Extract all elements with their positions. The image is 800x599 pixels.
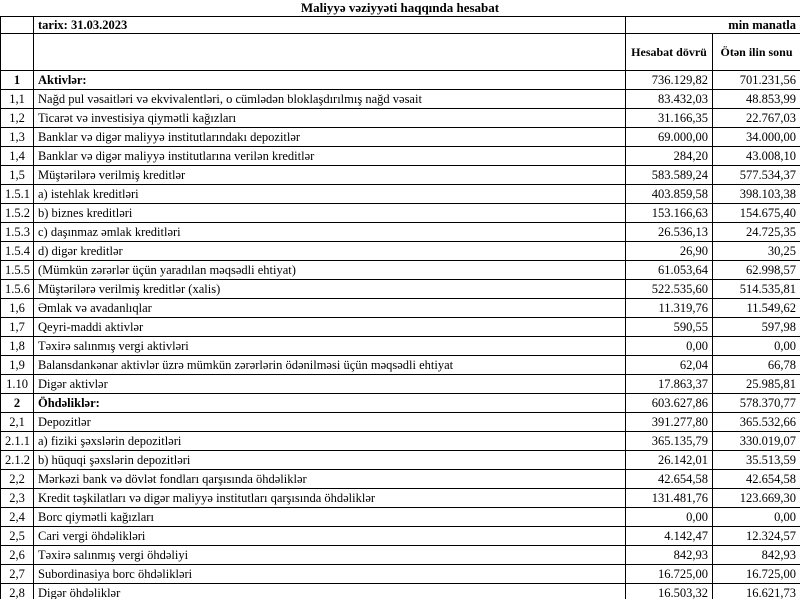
row-num: 1,1 [1,90,34,109]
unit-label: min manatla [626,17,800,34]
row-value-current-period: 131.481,76 [626,489,713,508]
row-label: Borc qiymətli kağızları [34,508,626,527]
table-row [1,71,800,90]
row-value-current-period: 26.536,13 [626,223,713,242]
table-row [1,280,800,299]
row-value-previous-year-end: 35.513,59 [713,451,800,470]
row-label: Cari vergi öhdəlikləri [34,527,626,546]
row-value-previous-year-end: 22.767,03 [713,109,800,128]
row-value-current-period: 391.277,80 [626,413,713,432]
row-num: 2,2 [1,470,34,489]
row-value-current-period: 83.432,03 [626,90,713,109]
row-num: 1.5.5 [1,261,34,280]
row-value-previous-year-end: 578.370,77 [713,394,800,413]
row-num: 2,6 [1,546,34,565]
row-num: 1.5.1 [1,185,34,204]
row-value-current-period: 31.166,35 [626,109,713,128]
row-label: Təxirə salınmış vergi aktivləri [34,337,626,356]
row-value-current-period: 365.135,79 [626,432,713,451]
row-value-previous-year-end: 66,78 [713,356,800,375]
column-header-previous-year-end: Ötən ilin sonu [713,34,800,71]
row-value-previous-year-end: 25.985,81 [713,375,800,394]
row-value-current-period: 590,55 [626,318,713,337]
row-num: 2,3 [1,489,34,508]
row-num: 1 [1,71,34,90]
table-row [1,90,800,109]
row-value-current-period: 842,93 [626,546,713,565]
row-label: Balansdankənar aktivlər üzrə mümkün zərərlərin ödənilməsi üçün məqsədli ehtiyat [34,356,626,375]
row-label: Banklar və digər maliyyə institutlarına verilən kreditlər [34,147,626,166]
table-row [1,489,800,508]
table-row [1,166,800,185]
table-head-rows [1,17,800,71]
table-row [1,356,800,375]
meta-empty-cell [1,17,34,34]
row-value-previous-year-end: 365.532,66 [713,413,800,432]
table-row [1,318,800,337]
table-row [1,128,800,147]
row-value-previous-year-end: 16.725,00 [713,565,800,584]
table-row [1,242,800,261]
table-row [1,584,800,599]
row-value-previous-year-end: 0,00 [713,508,800,527]
row-value-current-period: 42.654,58 [626,470,713,489]
row-value-previous-year-end: 842,93 [713,546,800,565]
row-label: Ticarət və investisiya qiymətli kağızları [34,109,626,128]
row-value-current-period: 583.589,24 [626,166,713,185]
row-num: 1,7 [1,318,34,337]
row-value-previous-year-end: 24.725,35 [713,223,800,242]
row-label: Əmlak və avadanlıqlar [34,299,626,318]
row-num: 2,4 [1,508,34,527]
row-value-current-period: 736.129,82 [626,71,713,90]
row-label: a) fiziki şəxslərin depozitləri [34,432,626,451]
row-label: d) digər kreditlər [34,242,626,261]
row-label: Nağd pul vəsaitləri və ekvivalentləri, o cümlədən bloklaşdırılmış nağd vəsait [34,90,626,109]
table-row [1,109,800,128]
row-num: 1,9 [1,356,34,375]
row-value-current-period: 26,90 [626,242,713,261]
row-label: (Mümkün zərərlər üçün yaradılan məqsədli ehtiyat) [34,261,626,280]
row-label: a) istehlak kreditləri [34,185,626,204]
row-num: 2,5 [1,527,34,546]
row-value-current-period: 4.142,47 [626,527,713,546]
row-value-previous-year-end: 62.998,57 [713,261,800,280]
row-value-previous-year-end: 34.000,00 [713,128,800,147]
row-label: Digər aktivlər [34,375,626,394]
table-row [1,299,800,318]
table-row [1,508,800,527]
row-value-current-period: 26.142,01 [626,451,713,470]
row-value-previous-year-end: 12.324,57 [713,527,800,546]
row-label: Müştərilərə verilmiş kreditlər [34,166,626,185]
table-row [1,432,800,451]
row-num: 1,2 [1,109,34,128]
table-row [1,394,800,413]
row-value-current-period: 62,04 [626,356,713,375]
table-row [1,565,800,584]
row-num: 1,8 [1,337,34,356]
row-value-current-period: 403.859,58 [626,185,713,204]
row-value-previous-year-end: 11.549,62 [713,299,800,318]
table-row [1,470,800,489]
row-value-current-period: 522.535,60 [626,280,713,299]
row-value-current-period: 16.725,00 [626,565,713,584]
row-value-previous-year-end: 701.231,56 [713,71,800,90]
row-num: 1.5.6 [1,280,34,299]
row-num: 2 [1,394,34,413]
row-num: 1.10 [1,375,34,394]
row-num: 1,3 [1,128,34,147]
row-value-current-period: 0,00 [626,337,713,356]
header-empty-label-cell [34,34,626,71]
row-value-previous-year-end: 123.669,30 [713,489,800,508]
table-row [1,185,800,204]
row-value-current-period: 153.166,63 [626,204,713,223]
row-num: 1,4 [1,147,34,166]
table-row [1,527,800,546]
table-row [1,375,800,394]
row-value-current-period: 284,20 [626,147,713,166]
row-value-previous-year-end: 48.853,99 [713,90,800,109]
column-header-current-period: Hesabat dövrü [626,34,713,71]
row-label: Banklar və digər maliyyə institutlarındakı depozitlər [34,128,626,147]
table-row [1,337,800,356]
row-num: 1.5.4 [1,242,34,261]
row-num: 2,8 [1,584,34,599]
row-value-current-period: 17.863,37 [626,375,713,394]
row-label: Subordinasiya borc öhdəlikləri [34,565,626,584]
row-num: 1.5.2 [1,204,34,223]
table-row [1,546,800,565]
row-value-previous-year-end: 597,98 [713,318,800,337]
row-value-current-period: 16.503,32 [626,584,713,599]
row-value-current-period: 603.627,86 [626,394,713,413]
financial-position-table [0,16,800,599]
row-label: Kredit təşkilatları və digər maliyyə institutları qarşısında öhdəliklər [34,489,626,508]
row-value-previous-year-end: 42.654,58 [713,470,800,489]
column-header-row [1,34,800,71]
row-label: Depozitlər [34,413,626,432]
row-value-previous-year-end: 154.675,40 [713,204,800,223]
row-value-previous-year-end: 398.103,38 [713,185,800,204]
report-date: tarix: 31.03.2023 [34,17,626,34]
row-label: c) daşınmaz əmlak kreditləri [34,223,626,242]
row-value-current-period: 61.053,64 [626,261,713,280]
table-row [1,204,800,223]
row-value-current-period: 69.000,00 [626,128,713,147]
row-num: 2.1.2 [1,451,34,470]
row-label: Müştərilərə verilmiş kreditlər (xalis) [34,280,626,299]
page-title: Maliyyə vəziyyəti haqqında hesabat [300,0,500,15]
row-value-previous-year-end: 30,25 [713,242,800,261]
table-row [1,413,800,432]
row-value-previous-year-end: 330.019,07 [713,432,800,451]
row-label: b) biznes kreditləri [34,204,626,223]
row-num: 2,1 [1,413,34,432]
row-num: 1,6 [1,299,34,318]
table-row [1,223,800,242]
row-label: b) hüquqi şəxslərin depozitləri [34,451,626,470]
row-label: Öhdəliklər: [34,394,626,413]
row-label: Mərkəzi bank və dövlət fondları qarşısında öhdəliklər [34,470,626,489]
row-num: 2,7 [1,565,34,584]
row-value-previous-year-end: 577.534,37 [713,166,800,185]
row-label: Təxirə salınmış vergi öhdəliyi [34,546,626,565]
table-row [1,451,800,470]
row-label: Aktivlər: [34,71,626,90]
row-value-previous-year-end: 0,00 [713,337,800,356]
table-body [1,71,800,599]
row-num: 1.5.3 [1,223,34,242]
row-num: 1,5 [1,166,34,185]
table-row [1,261,800,280]
row-value-previous-year-end: 16.621,73 [713,584,800,599]
row-num: 2.1.1 [1,432,34,451]
row-value-current-period: 0,00 [626,508,713,527]
meta-row [1,17,800,34]
row-label: Digər öhdəliklər [34,584,626,599]
row-value-previous-year-end: 514.535,81 [713,280,800,299]
row-value-current-period: 11.319,76 [626,299,713,318]
table-row [1,147,800,166]
header-empty-num-cell [1,34,34,71]
row-label: Qeyri-maddi aktivlər [34,318,626,337]
row-value-previous-year-end: 43.008,10 [713,147,800,166]
